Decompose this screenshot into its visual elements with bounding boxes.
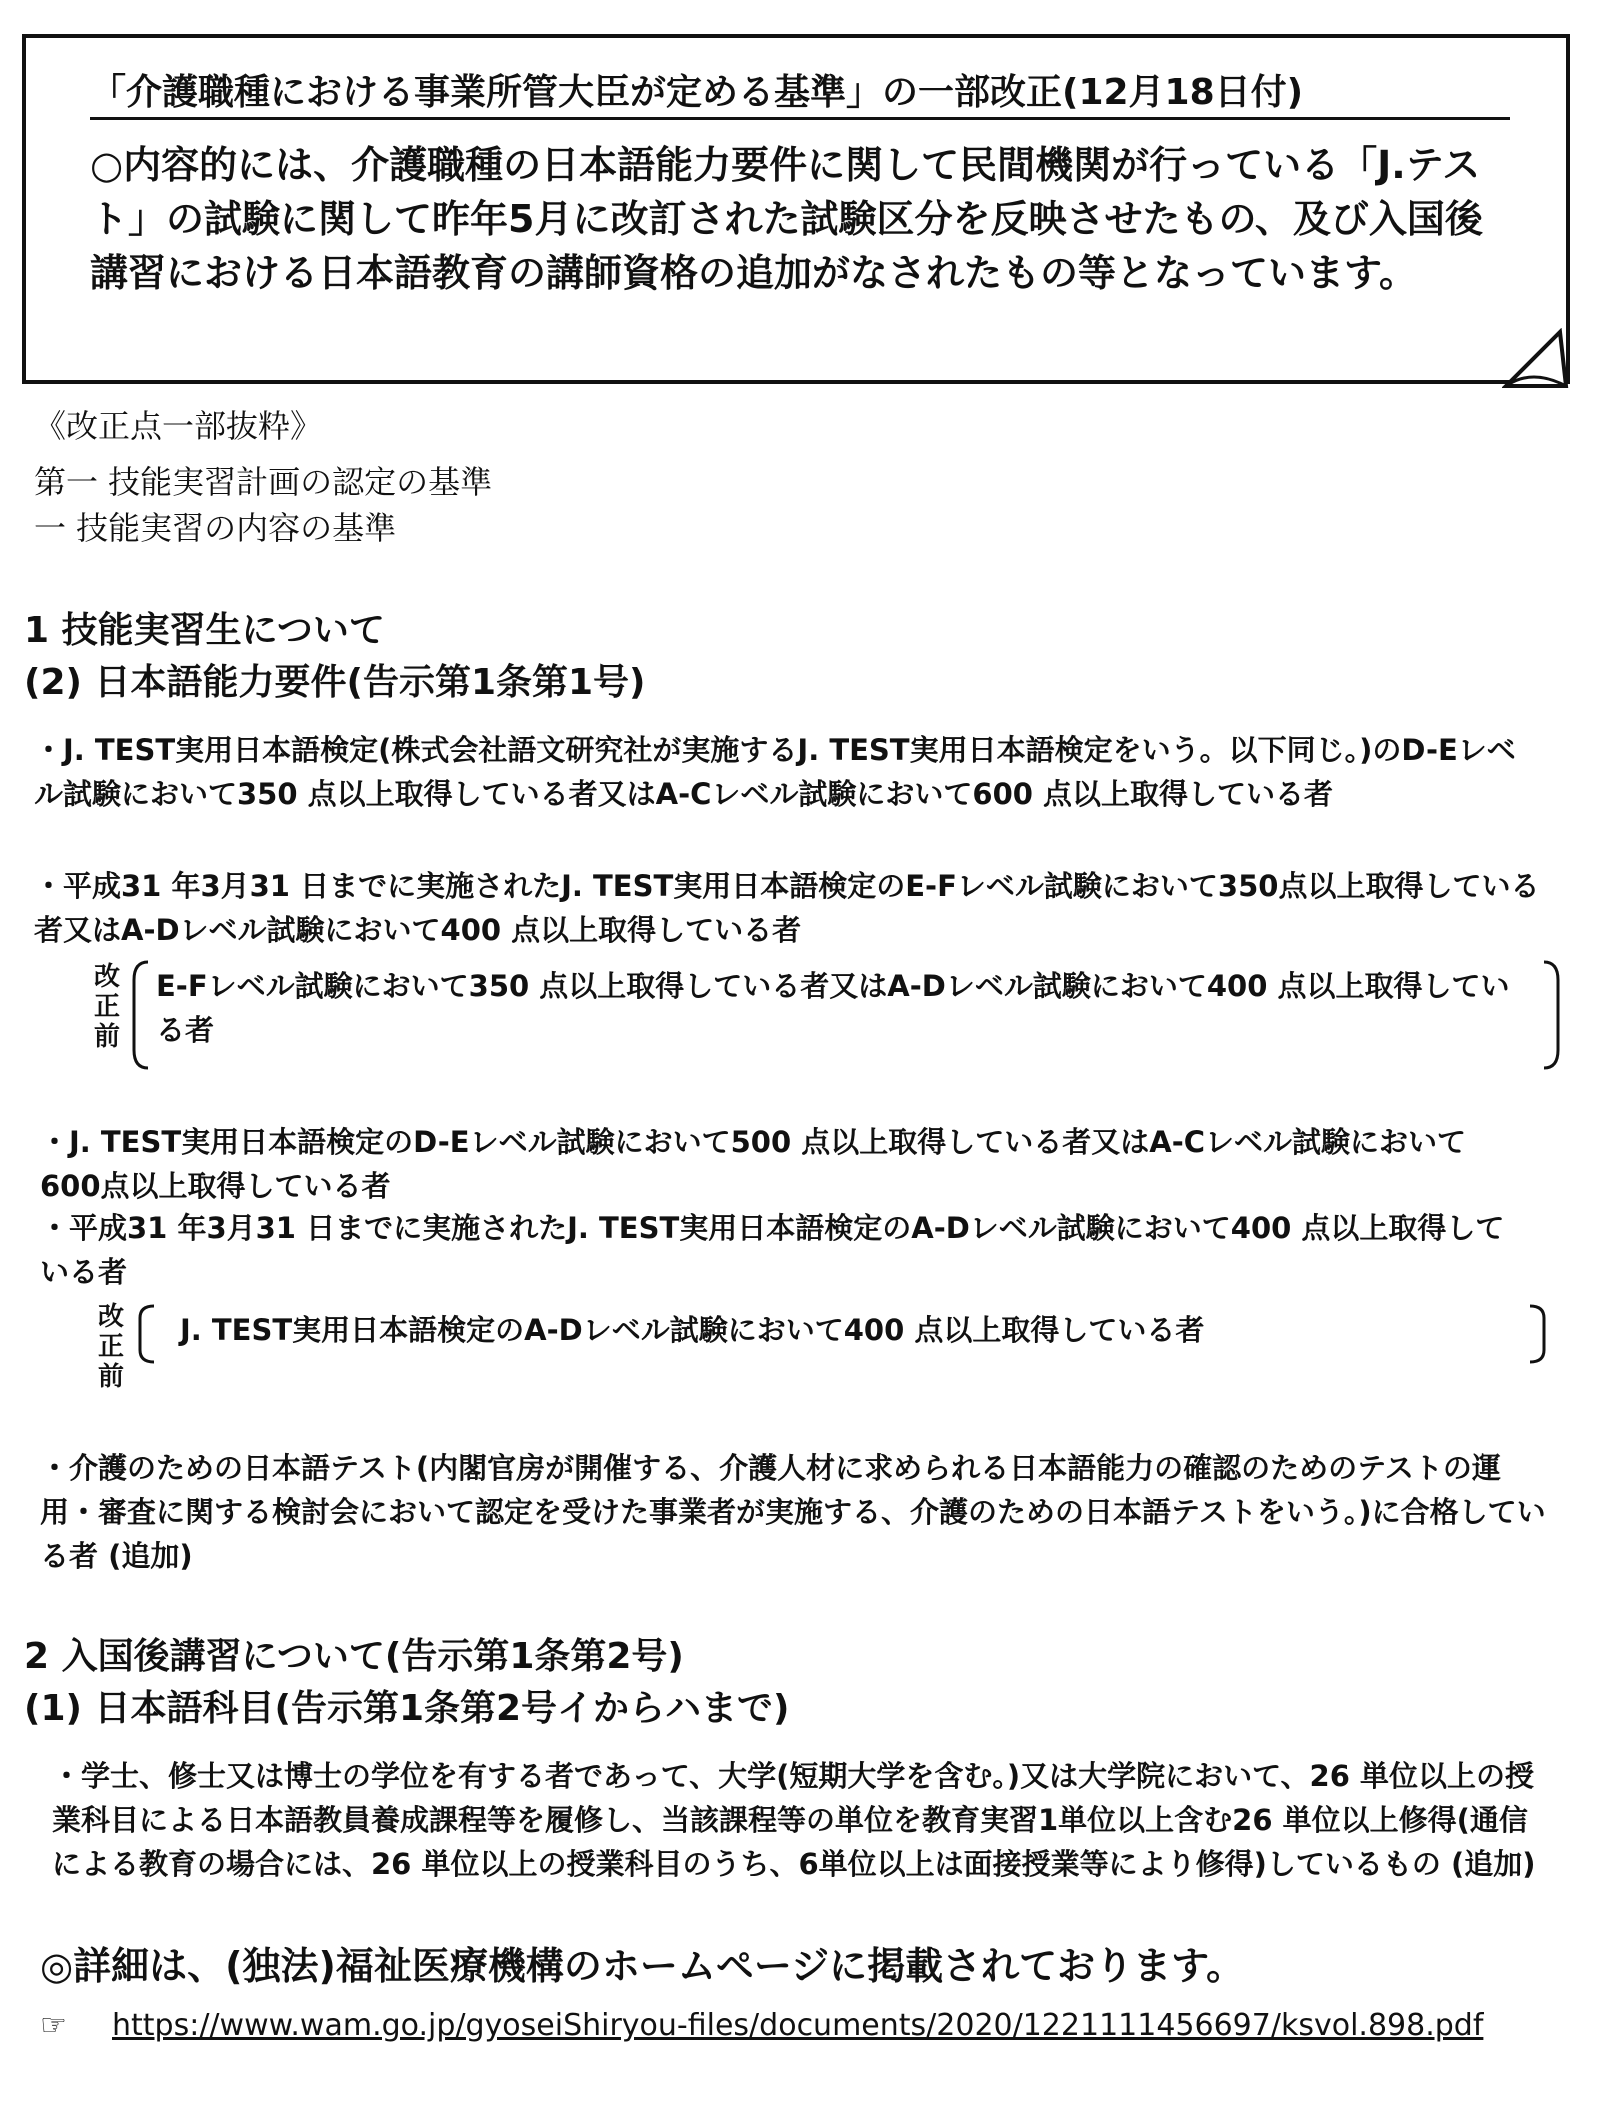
- part1-heading: 1 技能実習生について: [24, 610, 385, 651]
- before-revision-label: 改正前: [97, 1302, 124, 1392]
- part2-heading: 2 入国後講習について(告示第1条第2号): [24, 1636, 684, 1677]
- excerpt-heading: 《改正点一部抜粋》: [34, 407, 323, 445]
- list-item: ・平成31 年3月31 日までに実施されたJ. TEST実用日本語検定のA-Dレベル試験において400 点以上取得している者: [40, 1211, 1505, 1289]
- before-revision-label: 改正前: [93, 962, 120, 1052]
- section-1-sub: 一 技能実習の内容の基準: [34, 509, 397, 547]
- notice-box: [22, 34, 1570, 384]
- right-bracket-icon: [1526, 1304, 1550, 1364]
- list-item: ・介護のための日本語テスト(内閣官房が開催する、介護人材に求められる日本語能力の確認のためのテストの運用・審査に関する検討会において認定を受けた事業者が実施する、介護のための日本語テストをいう。)に合格している者 (追加): [40, 1451, 1546, 1573]
- before-revision-text: E-Fレベル試験において350 点以上取得している者又はA-Dレベル試験において400 点以上取得している者: [156, 969, 1510, 1047]
- pointing-hand-icon: ☞: [40, 2008, 67, 2043]
- section-1-heading: 第一 技能実習計画の認定の基準: [34, 463, 493, 501]
- page-fold-icon: [1502, 328, 1572, 390]
- document-link[interactable]: https://www.wam.go.jp/gyoseiShiryou-files/documents/2020/1221111456697/ksvol.898.pdf: [112, 2008, 1484, 2043]
- list-item: ・J. TEST実用日本語検定のD-Eレベル試験において500 点以上取得している者又はA-Cレベル試験において600点以上取得している者: [40, 1125, 1467, 1203]
- part1-sub: (2) 日本語能力要件(告示第1条第1号): [24, 662, 646, 703]
- list-item: ・平成31 年3月31 日までに実施されたJ. TEST実用日本語検定のE-Fレベル試験において350点以上取得している者又はA-Dレベル試験において400 点以上取得している者: [34, 869, 1540, 947]
- list-item: ・J. TEST実用日本語検定(株式会社語文研究社が実施するJ. TEST実用日本語検定をいう。以下同じ。)のD-Eレベル試験において350 点以上取得している者又はA-Cレベル試験において600 点以上取得している者: [34, 733, 1516, 811]
- before-revision-text: J. TEST実用日本語検定のA-Dレベル試験において400 点以上取得している者: [180, 1313, 1205, 1347]
- part2-sub: (1) 日本語科目(告示第1条第2号イからハまで): [24, 1688, 790, 1729]
- left-bracket-icon: [134, 1304, 158, 1364]
- notice-title: 「介護職種における事業所管大臣が定める基準」の一部改正(12月18日付): [90, 64, 1510, 120]
- list-item: ・学士、修士又は博士の学位を有する者であって、大学(短期大学を含む。)又は大学院において、26 単位以上の授業科目による日本語教員養成課程等を履修し、当該課程等の単位を教育実習1単位以上含む26 単位以上修得(通信による教育の場合には、26 単位以上の授業科目のうち、6単位以上は面接授業等により修得)しているもの (追加): [52, 1759, 1536, 1881]
- before-revision-block: [92, 1300, 1572, 1400]
- footer-note: ◎詳細は、(独法)福祉医療機構のホームページに掲載されております。: [40, 1944, 1245, 1988]
- link-row: [40, 2008, 1483, 2043]
- before-revision-block: [88, 958, 1568, 1074]
- notice-body: ○内容的には、介護職種の日本語能力要件に関して民間機関が行っている「J.テスト」の試験に関して昨年5月に改訂された試験区分を反映させたもの、及び入国後講習における日本語教育の講師資格の追加がなされたもの等となっています。: [90, 143, 1483, 295]
- left-bracket-icon: [128, 960, 152, 1070]
- right-bracket-icon: [1540, 960, 1564, 1070]
